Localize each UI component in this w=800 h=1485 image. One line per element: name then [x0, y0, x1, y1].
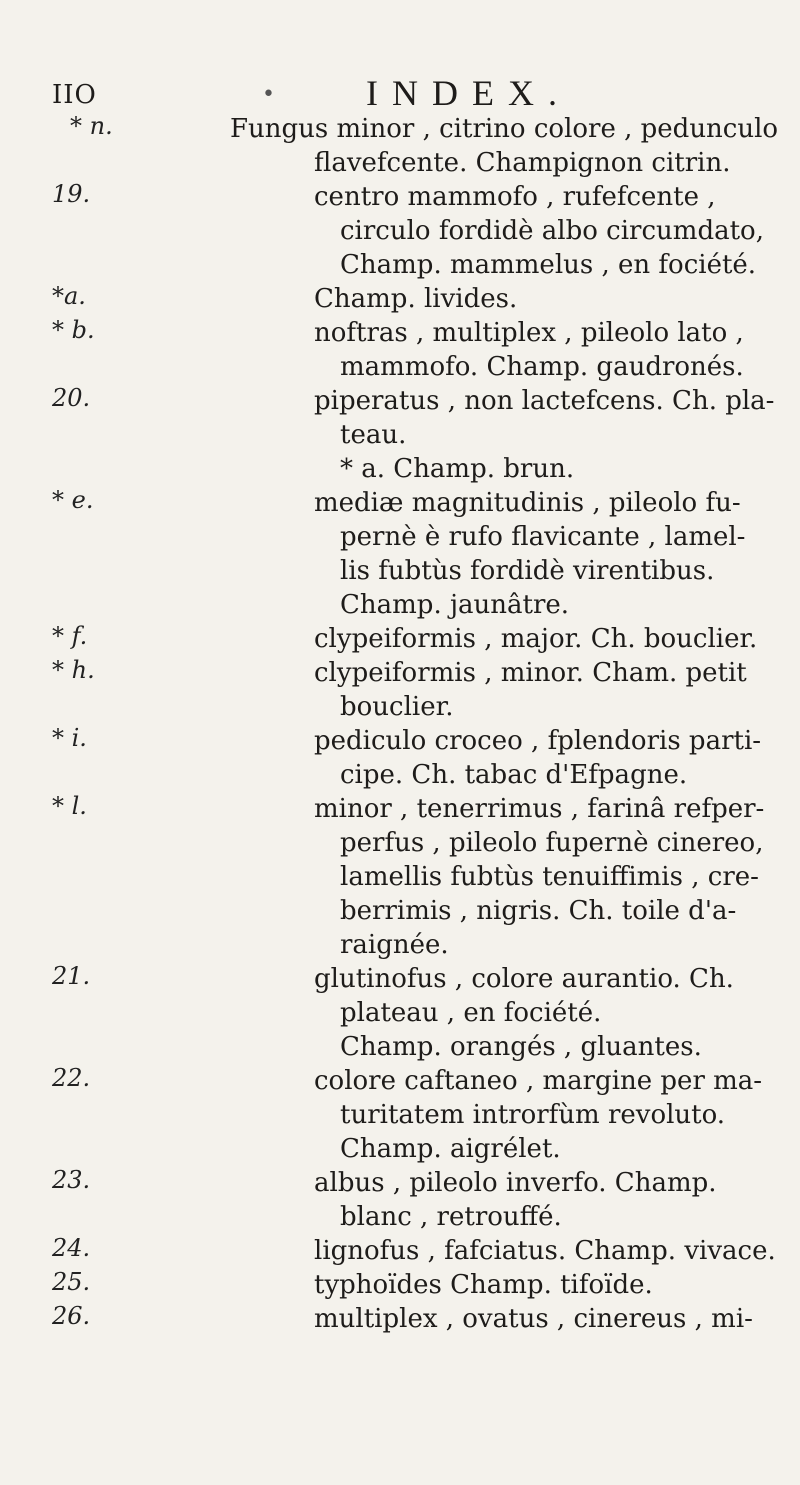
entry-number: 25. — [52, 1268, 91, 1296]
entry-line: Fungus minor , citrino colore , pedunculo — [230, 114, 779, 144]
page-number: IIO — [52, 80, 97, 110]
entry-line: lamellis fubtùs tenuiffimis , cre- — [340, 862, 759, 892]
entry-number: * h. — [52, 656, 95, 684]
entry-number: * f. — [52, 622, 88, 650]
page-title: INDEX. — [366, 73, 571, 113]
entry-line: colore caftaneo , margine per ma- — [314, 1066, 763, 1096]
entry-line: albus , pileolo inverfo. Champ. — [314, 1168, 717, 1198]
entry-line: centro mammofo , rufefcente , — [314, 182, 716, 212]
entry-line: minor , tenerrimus , farinâ refper- — [314, 794, 765, 824]
entry-line: noftras , multiplex , pileolo lato , — [314, 318, 744, 348]
entry-line: raignée. — [340, 930, 449, 960]
entry-line: lis fubtùs fordidè virentibus. — [340, 556, 715, 586]
entry-line: pediculo croceo , fplendoris parti- — [314, 726, 762, 756]
entry-line: clypeiformis , minor. Cham. petit — [314, 658, 747, 688]
entry-line: multiplex , ovatus , cinereus , mi- — [314, 1304, 753, 1334]
entry-number: * b. — [52, 316, 95, 344]
entry-number: 26. — [52, 1302, 91, 1330]
entry-line: plateau , en fociété. — [340, 998, 602, 1028]
entry-number: * i. — [52, 724, 87, 752]
entry-line: blanc , retrouffé. — [340, 1202, 562, 1232]
entry-line: flavefcente. Champignon citrin. — [314, 148, 731, 178]
entry-number: 24. — [52, 1234, 91, 1262]
entry-line: Champ. aigrélet. — [340, 1134, 561, 1164]
entry-line: Champ. jaunâtre. — [340, 590, 570, 620]
entry-number: * l. — [52, 792, 87, 820]
entry-number: *a. — [52, 282, 86, 310]
entry-line: Champ. orangés , gluantes. — [340, 1032, 702, 1062]
entry-line: piperatus , non lactefcens. Ch. pla- — [314, 386, 775, 416]
entry-number: 20. — [52, 384, 91, 412]
entry-line: mediæ magnitudinis , pileolo fu- — [314, 488, 741, 518]
entry-line: bouclier. — [340, 692, 454, 722]
entry-line: glutinofus , colore aurantio. Ch. — [314, 964, 734, 994]
entry-line: Champ. mammelus , en fociété. — [340, 250, 757, 280]
entry-line: cipe. Ch. tabac d'Efpagne. — [340, 760, 688, 790]
entry-number: * e. — [52, 486, 94, 514]
entry-number: 19. — [52, 180, 91, 208]
entry-line: berrimis , nigris. Ch. toile d'a- — [340, 896, 737, 926]
entry-number: 21. — [52, 962, 91, 990]
entry-line: mammofo. Champ. gaudronés. — [340, 352, 744, 382]
entry-line: lignofus , fafciatus. Champ. vivace. — [314, 1236, 776, 1266]
header-dot: • — [262, 82, 275, 107]
entry-line: typhoïdes Champ. tifoïde. — [314, 1270, 653, 1300]
entry-line: pernè è rufo flavicante , lamel- — [340, 522, 746, 552]
entry-line: perfus , pileolo fupernè cinereo, — [340, 828, 764, 858]
entry-line: teau. — [340, 420, 407, 450]
entry-number: 23. — [52, 1166, 91, 1194]
entry-line: clypeiformis , major. Ch. bouclier. — [314, 624, 758, 654]
entry-line: turitatem introrfùm revoluto. — [340, 1100, 726, 1130]
entry-number: * n. — [70, 112, 113, 140]
entry-line: * a. Champ. brun. — [340, 454, 575, 484]
entry-number: 22. — [52, 1064, 91, 1092]
entry-line: Champ. livides. — [314, 284, 518, 314]
entry-line: circulo fordidè albo circumdato, — [340, 216, 764, 246]
